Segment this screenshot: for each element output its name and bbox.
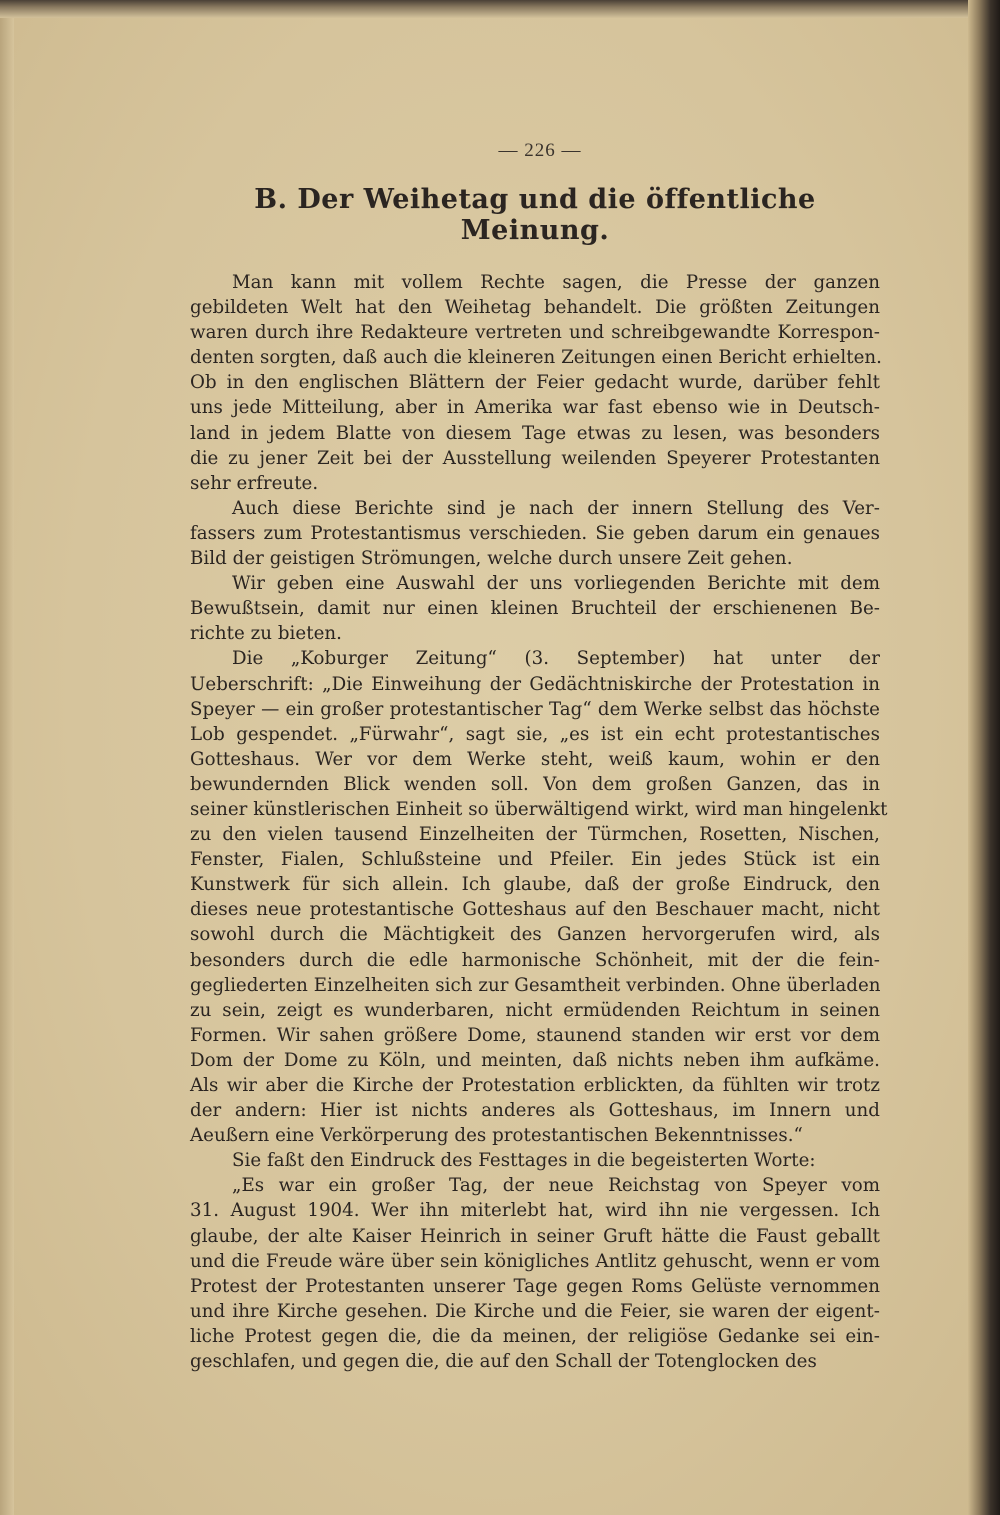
paragraph xyxy=(190,1148,880,1173)
text-line: dieses neue protestantische Gotteshaus auf den Beschauer macht, nicht xyxy=(190,899,880,921)
text-line: Wir geben eine Auswahl der uns vorliegenden Berichte mit dem xyxy=(232,573,880,595)
text-line: glaube, der alte Kaiser Heinrich in seiner Gruft hätte die Faust geballt xyxy=(190,1225,880,1247)
text-line: liche Protest gegen die, die da meinen, der religiöse Gedanke sei ein- xyxy=(190,1325,880,1347)
text-line: bewundernden Blick wenden soll. Von dem großen Ganzen, das in xyxy=(190,773,880,795)
text-line: Lob gespendet. „Fürwahr“, sagt sie, „es ist ein echt protestantisches xyxy=(190,723,880,745)
text-line: waren durch ihre Redakteure vertreten und schreibgewandte Korrespon- xyxy=(190,322,880,344)
text-line: richte zu bieten. xyxy=(190,623,342,645)
text-line: sehr erfreute. xyxy=(190,472,319,494)
text-line: gebildeten Welt hat den Weihetag behandelt. Die größten Zeitungen xyxy=(190,297,880,319)
text-line: die zu jener Zeit bei der Ausstellung weilenden Speyerer Protestanten xyxy=(190,447,880,469)
text-line: Protest der Protestanten unserer Tage gegen Roms Gelüste vernommen xyxy=(190,1275,880,1297)
text-line: der andern: Hier ist nichts anderes als Gotteshaus, im Innern und xyxy=(190,1100,880,1122)
text-line: Dom der Dome zu Köln, und meinten, daß nichts neben ihm aufkäme. xyxy=(190,1049,880,1071)
text-line: Gotteshaus. Wer vor dem Werke steht, weiß kaum, wohin er den xyxy=(190,748,880,770)
paragraph xyxy=(190,646,888,1148)
text-line: Auch diese Berichte sind je nach der innern Stellung des Ver- xyxy=(232,497,880,519)
text-line: Kunstwerk für sich allein. Ich glaube, daß der große Eindruck, den xyxy=(190,874,880,896)
text-line: Als wir aber die Kirche der Protestation erblickten, da fühlten wir trotz xyxy=(190,1075,880,1096)
text-line: Formen. Wir sahen größere Dome, staunend standen wir erst vor dem xyxy=(190,1024,880,1046)
book-binding-shadow xyxy=(968,0,1000,1515)
text-line: seiner künstlerischen Einheit so überwältigend wirkt, wird man hingelenkt xyxy=(190,798,888,820)
text-line: Bild der geistigen Strömungen, welche durch unsere Zeit gehen. xyxy=(190,548,793,570)
text-line: gegliederten Einzelheiten sich zur Gesamtheit verbinden. Ohne überladen xyxy=(190,974,881,996)
text-line: zu sein, zeigt es wunderbaren, nicht ermüdenden Reichtum in seinen xyxy=(190,999,880,1021)
text-line: Fenster, Fialen, Schlußsteine und Pfeiler. Ein jedes Stück ist ein xyxy=(190,849,880,871)
text-line: geschlafen, und gegen die, die auf den Schall der Totenglocken des xyxy=(190,1351,817,1373)
page-left-edge xyxy=(0,0,14,1515)
page-top-edge xyxy=(0,0,1000,18)
text-line: denten sorgten, daß auch die kleineren Zeitungen einen Bericht erhielten. xyxy=(190,347,882,369)
text-line: „Es war ein großer Tag, der neue Reichstag von Speyer vom xyxy=(232,1175,880,1197)
paragraph xyxy=(190,496,880,571)
page-number: — 226 — xyxy=(498,140,582,161)
paragraph xyxy=(190,270,880,496)
text-line: Man kann mit vollem Rechte sagen, die Presse der ganzen xyxy=(232,272,880,293)
text-line: fassers zum Protestantismus verschieden. Sie geben darum ein genaues xyxy=(190,522,880,544)
paragraph xyxy=(190,1173,880,1374)
text-line: Ueberschrift: „Die Einweihung der Gedächtniskirche der Protestation in xyxy=(190,673,880,695)
text-block xyxy=(190,140,888,1374)
text-line: Bewußtsein, damit nur einen kleinen Bruchteil der erschienenen Be- xyxy=(190,598,880,620)
text-line: und die Freude wäre über sein königliches Antlitz gehuscht, wenn er vom xyxy=(190,1250,880,1272)
text-line: und ihre Kirche gesehen. Die Kirche und die Feier, sie waren der eigent- xyxy=(190,1300,880,1322)
text-line: land in jedem Blatte von diesem Tage etwas zu lesen, was besonders xyxy=(190,422,880,444)
section-heading: B. Der Weihetag und die öffentliche Meinung. xyxy=(254,184,816,246)
text-line: sowohl durch die Mächtigkeit des Ganzen hervorgerufen wird, als xyxy=(190,924,880,946)
body-text xyxy=(190,270,888,1374)
text-line: Sie faßt den Eindruck des Festtages in die begeisterten Worte: xyxy=(232,1150,816,1172)
paragraph xyxy=(190,571,880,646)
text-line: zu den vielen tausend Einzelheiten der Türmchen, Rosetten, Nischen, xyxy=(190,824,880,846)
text-line: uns jede Mitteilung, aber in Amerika war fast ebenso wie in Deutsch- xyxy=(190,397,880,419)
text-line: Speyer — ein großer protestantischer Tag“ dem Werke selbst das höchste xyxy=(190,698,880,720)
text-line: 31. August 1904. Wer ihn miterlebt hat, wird ihn nie vergessen. Ich xyxy=(190,1200,880,1222)
text-line: Aeußern eine Verkörperung des protestantischen Bekenntnisses.“ xyxy=(190,1125,803,1147)
text-line: Die „Koburger Zeitung“ (3. September) hat unter der xyxy=(232,648,880,670)
text-line: besonders durch die edle harmonische Schönheit, mit der die fein- xyxy=(190,949,880,971)
text-line: Ob in den englischen Blättern der Feier gedacht wurde, darüber fehlt xyxy=(190,372,880,394)
